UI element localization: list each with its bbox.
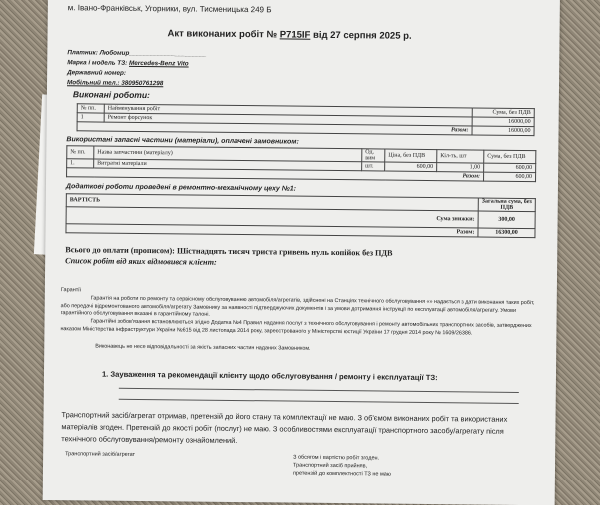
customer-signature-block: [293, 454, 391, 479]
parts-total: 600,00: [484, 172, 536, 182]
vehicle-model: Mercedes-Benz Vito: [129, 59, 189, 68]
extra-table: [65, 193, 535, 238]
discount-value: 300,00: [478, 211, 535, 229]
col-header: Загальна сума, без ПДВ: [478, 198, 535, 212]
title-prefix: Акт виконаних робіт №: [167, 28, 278, 41]
total-in-words: Всього до оплати (прописом): Шістнадцять тисяч триста гривень нуль копійок без ПДВ: [65, 245, 393, 258]
client-info: Платник: Любомир______________________ Марка і модель ТЗ: Mercedes-Benz Vito Державний номер: Мобільний тел.: 380950761298: [66, 49, 207, 88]
warranty-paragraph-2: Гарантійні зобов'язання встановлюються згідно Додатка №4 Правил надання послуг з технічного обслуговування і ремонту автомобільних транспортних засобів, затверджених наказом Міністерства інфраструктури України №615 від 28 листопада 2014 року, зареєстрованого у Міністерстві юстиції України 17 грудня 2014 року № 1609/26386.: [60, 318, 532, 336]
vehicle-label: Марка і модель ТЗ:: [67, 59, 128, 67]
col-header: № пп.: [77, 104, 104, 113]
extra-heading: Додаткові роботи проведені в ремонтно-механічному цеху №1:: [65, 183, 297, 193]
works-heading: Виконані роботи:: [72, 89, 150, 101]
agreement-line: претензій до комплектності ТЗ не маю: [292, 470, 391, 478]
payer-name: Любомир: [99, 49, 130, 57]
warranty-paragraph-3: Виконавець не несе відповідальності за якість запасних частин наданих Замовником.: [95, 343, 311, 352]
col-header: Од. вим: [362, 149, 385, 162]
total-label: Разом:: [67, 168, 484, 181]
col-header: Назва запчастини (матеріалу): [94, 146, 362, 162]
plate-label: Державний номер:: [67, 69, 127, 77]
payer-label: Платник:: [67, 49, 98, 57]
cell: 1,00: [437, 163, 484, 172]
parts-heading: Використані запасні частини (матеріали), оплачені замовником:: [66, 136, 299, 146]
total-label: Разом:: [77, 122, 472, 135]
cell: 600,00: [385, 162, 437, 172]
act-document: [43, 0, 560, 505]
acceptance-text: Транспортний засіб/агрегат отримав, претензій до його стану та комплектації не маю. З об'ємом виконаних робіт та використаних матеріалів згоден. Претензій до якості робіт (послуг) не маю. З особливостями експлуатації транспортного засобу/агрегату після технічного обслуговування/ремонту ознайомлений.: [61, 410, 508, 446]
agreement-line: З обсягом і вартістю робіт згоден.: [293, 454, 380, 462]
col-header: Ціна, без ПДВ: [385, 149, 437, 163]
works-table: [77, 103, 535, 136]
remarks-heading: 1. Зауваження та рекомендації клієнту щодо обслуговування / ремонту і експлуатації ТЗ:: [101, 369, 438, 383]
remarks-line: [119, 399, 519, 404]
act-title: [167, 28, 411, 42]
cell: 600,00: [484, 163, 536, 173]
phone-label: Мобільний тел.:: [66, 79, 120, 87]
address: м. Івано-Франківськ, Угорники, вул. Тисменицька 249 Б: [67, 3, 272, 15]
act-number: P715IF: [279, 29, 311, 41]
title-date: від 27 серпня 2025 р.: [312, 29, 412, 42]
cell: 16000,00: [472, 117, 534, 127]
cell: шт.: [362, 162, 385, 171]
total-label: Разом:: [66, 224, 478, 237]
cell: Витратні матеріали: [94, 159, 362, 171]
cell: 1: [77, 113, 104, 122]
parts-table: [66, 145, 536, 182]
phone-number: 380950761298: [121, 79, 164, 88]
vehicle-signature-label: Транспортний засіб/агрегат: [65, 451, 136, 458]
cost-label: ВАРТІСТЬ: [66, 194, 478, 211]
warranty-heading: Гарантії: [60, 287, 82, 294]
discount-label: Сума знижки:: [66, 207, 478, 228]
col-header: Сума, без ПДВ: [472, 108, 534, 118]
remarks-line: [119, 388, 519, 393]
agreement-line: Транспортний засіб прийняв,: [293, 462, 368, 470]
col-header: № пп.: [67, 146, 94, 159]
col-header: Кіл-ть, шт: [437, 150, 484, 163]
col-header: Найменування робіт: [104, 104, 472, 117]
warranty-paragraph-1: Гарантія на роботи по ремонту та сервісному обслуговуванню автомобіля/агрегатів, здійснені на Станціях технічного обслуговування «» надається з дати виконання таких робіт, або передачі відремонтованого автомобіля/агрегату Замовнику за наявності підтверджуючих документів і за умови дотримання інструкції по експлуатації автомобіля/агрегату. Умови гарантійного обслуговування вказані в гарантійному талоні.: [60, 295, 535, 318]
works-total: 16000,00: [472, 126, 534, 136]
refused-works: Список робіт від яких відмовився клієнт:: [65, 256, 217, 267]
grand-total: 16300,00: [478, 228, 535, 238]
cell: 1.: [67, 159, 94, 168]
cell: Ремонт форсунок: [104, 113, 472, 126]
col-header: Сума, без ПДВ: [484, 150, 536, 164]
